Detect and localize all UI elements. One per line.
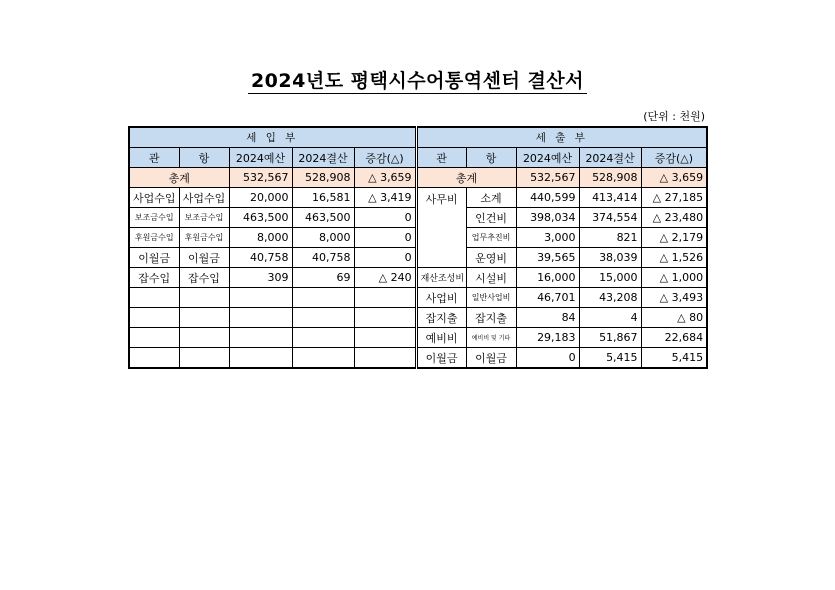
empty-cell bbox=[179, 308, 229, 328]
expense-gwan: 사업비 bbox=[416, 288, 466, 308]
expense-budget: 3,000 bbox=[516, 228, 579, 248]
income-budget: 309 bbox=[229, 268, 292, 288]
income-budget: 463,500 bbox=[229, 208, 292, 228]
income-diff: 0 bbox=[354, 248, 416, 268]
expense-hang: 일반사업비 bbox=[466, 288, 516, 308]
unit-label: (단위 : 천원) bbox=[643, 110, 705, 123]
column-header-row bbox=[129, 148, 707, 168]
section-header-row bbox=[129, 127, 707, 148]
income-budget: 20,000 bbox=[229, 188, 292, 208]
expense-diff: △ 2,179 bbox=[641, 228, 707, 248]
expense-section-header: 세 출 부 bbox=[416, 127, 707, 148]
empty-cell bbox=[129, 348, 179, 369]
income-budget: 40,758 bbox=[229, 248, 292, 268]
income-settlement: 16,581 bbox=[292, 188, 354, 208]
income-total-label: 총계 bbox=[129, 168, 229, 188]
expense-settlement: 5,415 bbox=[579, 348, 641, 369]
expense-gwan: 재산조성비 bbox=[416, 268, 466, 288]
empty-cell bbox=[229, 328, 292, 348]
income-gwan: 잡수입 bbox=[129, 268, 179, 288]
income-hang: 후원금수입 bbox=[179, 228, 229, 248]
expense-budget: 46,701 bbox=[516, 288, 579, 308]
expense-hang: 운영비 bbox=[466, 248, 516, 268]
income-diff: 0 bbox=[354, 228, 416, 248]
empty-cell bbox=[292, 288, 354, 308]
income-diff: △ 3,419 bbox=[354, 188, 416, 208]
expense-gwan: 이월금 bbox=[416, 348, 466, 369]
expense-budget: 398,034 bbox=[516, 208, 579, 228]
empty-cell bbox=[354, 308, 416, 328]
income-total-budget: 532,567 bbox=[229, 168, 292, 188]
income-total-settlement: 528,908 bbox=[292, 168, 354, 188]
expense-hang: 시설비 bbox=[466, 268, 516, 288]
expense-gwan: 잡지출 bbox=[416, 308, 466, 328]
empty-cell bbox=[229, 288, 292, 308]
income-settlement: 69 bbox=[292, 268, 354, 288]
table-row bbox=[129, 348, 707, 369]
income-hang: 보조금수입 bbox=[179, 208, 229, 228]
income-hang: 이월금 bbox=[179, 248, 229, 268]
document-title bbox=[0, 66, 835, 93]
title-text: 2024년도 평택시수어통역센터 결산서 bbox=[248, 70, 587, 94]
expense-settlement: 374,554 bbox=[579, 208, 641, 228]
expense-settlement: 43,208 bbox=[579, 288, 641, 308]
empty-cell bbox=[229, 348, 292, 369]
income-budget: 8,000 bbox=[229, 228, 292, 248]
expense-total-label: 총계 bbox=[416, 168, 516, 188]
expense-total-settlement: 528,908 bbox=[579, 168, 641, 188]
income-gwan: 후원금수입 bbox=[129, 228, 179, 248]
empty-cell bbox=[354, 288, 416, 308]
empty-cell bbox=[179, 288, 229, 308]
col-header-settlement: 2024결산 bbox=[579, 148, 641, 168]
income-gwan: 사업수입 bbox=[129, 188, 179, 208]
expense-hang: 잡지출 bbox=[466, 308, 516, 328]
col-header-settlement: 2024결산 bbox=[292, 148, 354, 168]
expense-budget: 0 bbox=[516, 348, 579, 369]
col-header-hang: 항 bbox=[466, 148, 516, 168]
income-hang: 사업수입 bbox=[179, 188, 229, 208]
expense-budget: 29,183 bbox=[516, 328, 579, 348]
expense-budget: 84 bbox=[516, 308, 579, 328]
table-row bbox=[129, 268, 707, 288]
expense-diff: △ 1,526 bbox=[641, 248, 707, 268]
empty-cell bbox=[129, 308, 179, 328]
expense-settlement: 821 bbox=[579, 228, 641, 248]
settlement-table bbox=[128, 126, 708, 369]
income-diff: △ 240 bbox=[354, 268, 416, 288]
col-header-diff: 증감(△) bbox=[641, 148, 707, 168]
expense-gwan: 사무비 bbox=[416, 188, 466, 268]
expense-hang: 소계 bbox=[466, 188, 516, 208]
expense-diff: 22,684 bbox=[641, 328, 707, 348]
income-settlement: 8,000 bbox=[292, 228, 354, 248]
col-header-budget: 2024예산 bbox=[516, 148, 579, 168]
table-row bbox=[129, 188, 707, 208]
expense-settlement: 15,000 bbox=[579, 268, 641, 288]
expense-settlement: 413,414 bbox=[579, 188, 641, 208]
expense-diff: △ 27,185 bbox=[641, 188, 707, 208]
expense-diff: 5,415 bbox=[641, 348, 707, 369]
col-header-gwan: 관 bbox=[416, 148, 466, 168]
empty-cell bbox=[292, 348, 354, 369]
table-row bbox=[129, 288, 707, 308]
expense-budget: 39,565 bbox=[516, 248, 579, 268]
income-gwan: 보조금수입 bbox=[129, 208, 179, 228]
income-settlement: 463,500 bbox=[292, 208, 354, 228]
empty-cell bbox=[292, 328, 354, 348]
income-gwan: 이월금 bbox=[129, 248, 179, 268]
income-hang: 잡수입 bbox=[179, 268, 229, 288]
empty-cell bbox=[354, 328, 416, 348]
expense-hang: 예비비 및 기타 bbox=[466, 328, 516, 348]
empty-cell bbox=[292, 308, 354, 328]
expense-hang: 인건비 bbox=[466, 208, 516, 228]
expense-settlement: 4 bbox=[579, 308, 641, 328]
empty-cell bbox=[179, 328, 229, 348]
empty-cell bbox=[179, 348, 229, 369]
expense-settlement: 51,867 bbox=[579, 328, 641, 348]
col-header-budget: 2024예산 bbox=[229, 148, 292, 168]
income-settlement: 40,758 bbox=[292, 248, 354, 268]
col-header-gwan: 관 bbox=[129, 148, 179, 168]
table-row bbox=[129, 328, 707, 348]
expense-budget: 16,000 bbox=[516, 268, 579, 288]
table-row bbox=[129, 308, 707, 328]
empty-cell bbox=[354, 348, 416, 369]
expense-diff: △ 1,000 bbox=[641, 268, 707, 288]
expense-settlement: 38,039 bbox=[579, 248, 641, 268]
expense-total-diff: △ 3,659 bbox=[641, 168, 707, 188]
income-section-header: 세 입 부 bbox=[129, 127, 416, 148]
expense-total-budget: 532,567 bbox=[516, 168, 579, 188]
expense-diff: △ 3,493 bbox=[641, 288, 707, 308]
income-diff: 0 bbox=[354, 208, 416, 228]
empty-cell bbox=[229, 308, 292, 328]
col-header-diff: 증감(△) bbox=[354, 148, 416, 168]
total-row bbox=[129, 168, 707, 188]
income-total-diff: △ 3,659 bbox=[354, 168, 416, 188]
expense-hang: 이월금 bbox=[466, 348, 516, 369]
expense-budget: 440,599 bbox=[516, 188, 579, 208]
col-header-hang: 항 bbox=[179, 148, 229, 168]
expense-gwan: 예비비 bbox=[416, 328, 466, 348]
expense-diff: △ 23,480 bbox=[641, 208, 707, 228]
expense-hang: 업무추진비 bbox=[466, 228, 516, 248]
expense-diff: △ 80 bbox=[641, 308, 707, 328]
empty-cell bbox=[129, 288, 179, 308]
empty-cell bbox=[129, 328, 179, 348]
